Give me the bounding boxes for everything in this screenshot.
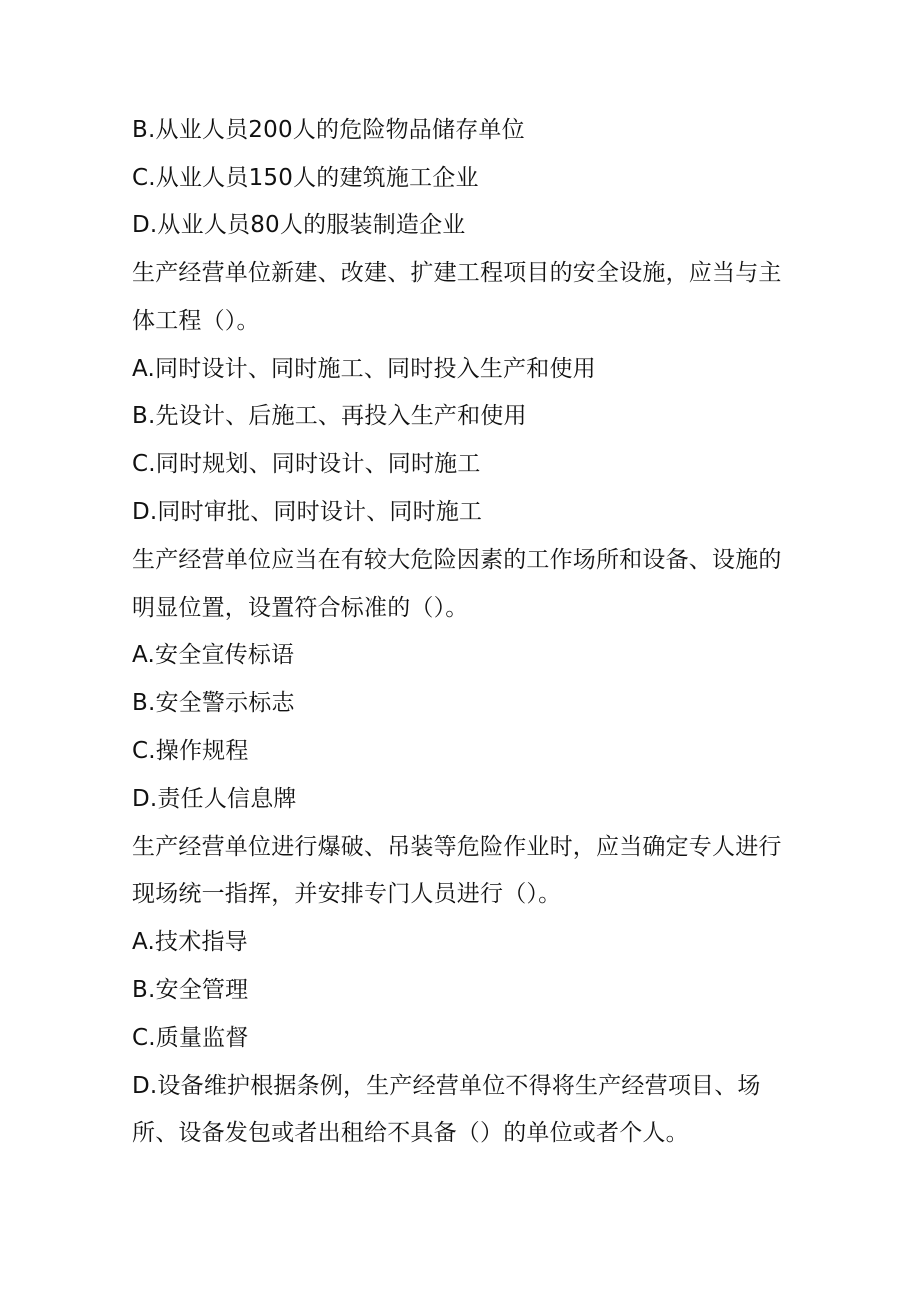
question-line: 所、设备发包或者出租给不具备（）的单位或者个人。 — [132, 1120, 689, 1146]
question-line: 明显位置，设置符合标准的（）。 — [132, 595, 469, 621]
question-line: 生产经营单位进行爆破、吊装等危险作业时，应当确定专人进行 — [132, 834, 782, 860]
option-b-line: B.安全警示标志 — [132, 690, 295, 716]
option-d-line: D.从业人员80人的服装制造企业 — [132, 212, 466, 238]
option-a-line: A.安全宣传标语 — [132, 642, 295, 668]
question-line: 体工程（）。 — [132, 308, 260, 334]
option-d-line: D.责任人信息牌 — [132, 786, 297, 812]
option-b-line: B.安全管理 — [132, 977, 249, 1003]
option-b-line: B.先设计、后施工、再投入生产和使用 — [132, 403, 527, 429]
question-line: 生产经营单位新建、改建、扩建工程项目的安全设施，应当与主 — [132, 260, 782, 286]
option-c-line: C.从业人员150人的建筑施工企业 — [132, 165, 479, 191]
option-c-line: C.质量监督 — [132, 1025, 249, 1051]
option-a-line: A.同时设计、同时施工、同时投入生产和使用 — [132, 356, 596, 382]
option-c-line: C.同时规划、同时设计、同时施工 — [132, 451, 481, 477]
option-d-line: D.同时审批、同时设计、同时施工 — [132, 499, 483, 525]
option-d-line: D.设备维护根据条例，生产经营单位不得将生产经营项目、场 — [132, 1073, 761, 1099]
question-line: 生产经营单位应当在有较大危险因素的工作场所和设备、设施的 — [132, 547, 782, 573]
question-line: 现场统一指挥，并安排专门人员进行（）。 — [132, 881, 562, 907]
option-a-line: A.技术指导 — [132, 929, 248, 955]
option-c-line: C.操作规程 — [132, 738, 249, 764]
option-b-line: B.从业人员200人的危险物品储存单位 — [132, 117, 525, 143]
